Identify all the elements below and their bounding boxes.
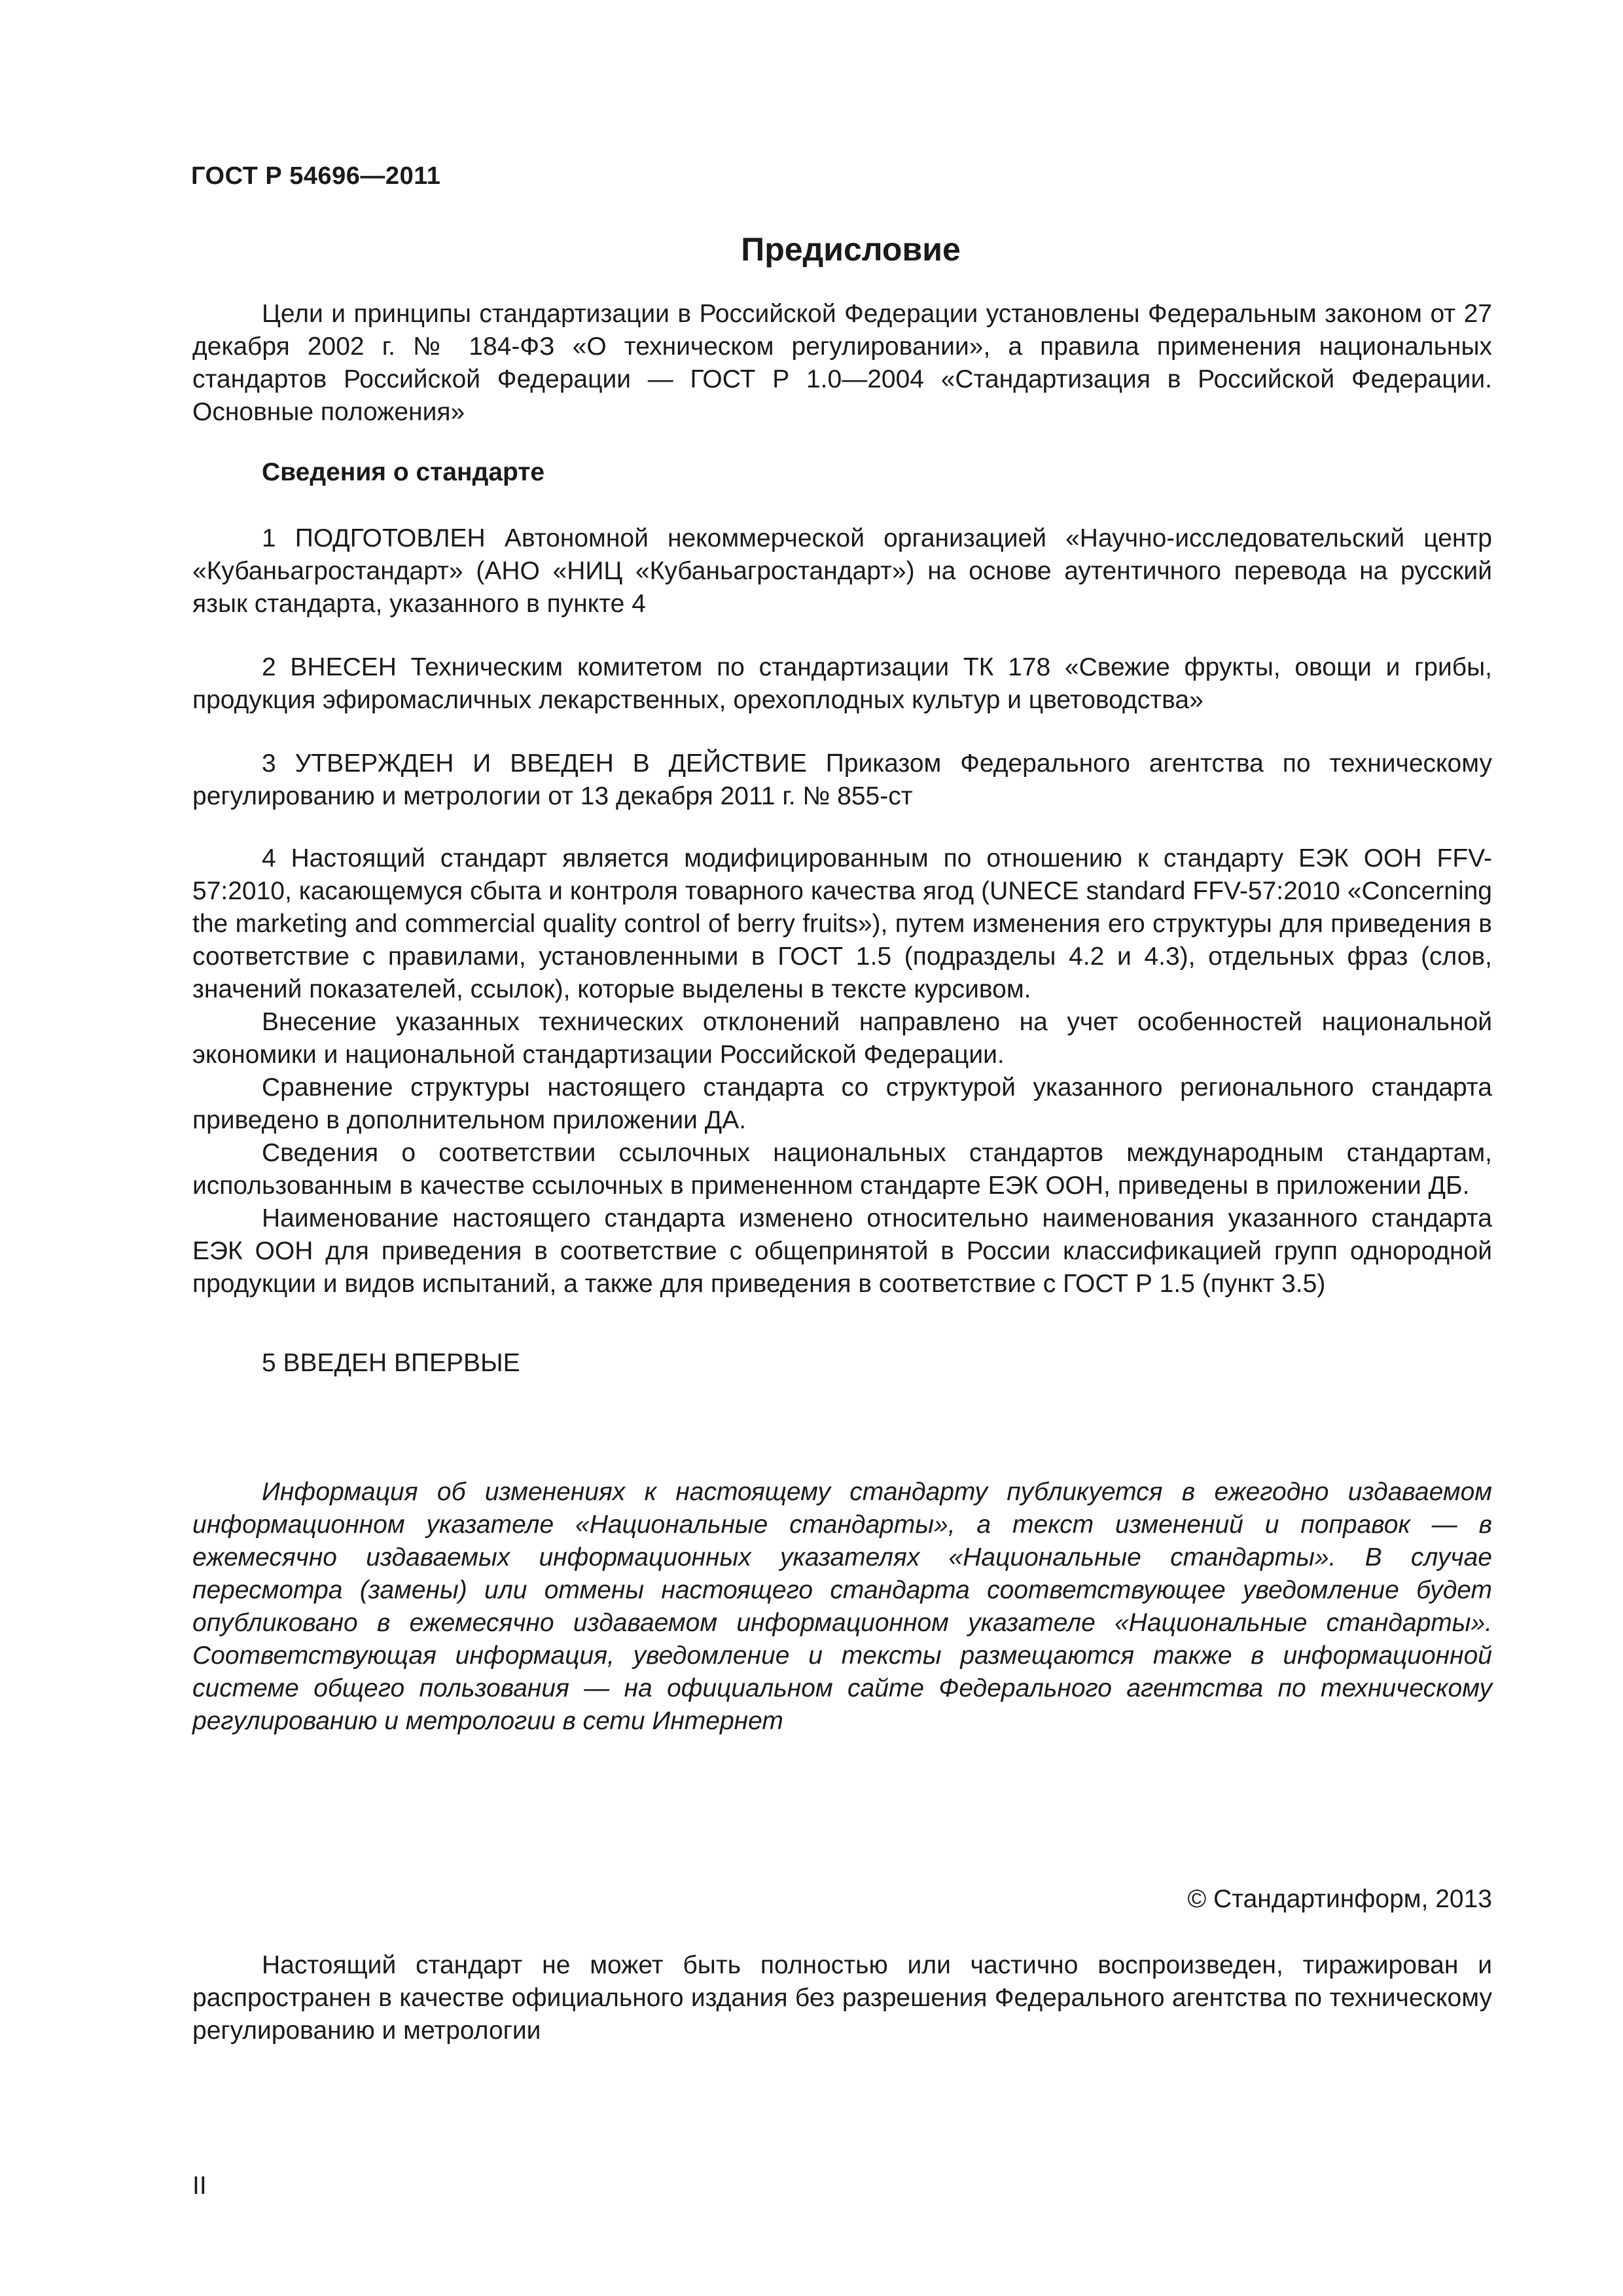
item-2-block bbox=[192, 651, 1492, 717]
intro-paragraph: Цели и принципы стандартизации в Российской Федерации установлены Федеральным законом от 27 декабря 2002 г. № 184-ФЗ «О техническом регулировании», а правила применения национальных стандартов Российской Федерации — ГОСТ Р 1.0—2004 «Стандартизация в Российской Федерации. Основные положения» bbox=[192, 300, 1492, 426]
item-4-block bbox=[192, 842, 1492, 1300]
notice-paragraph: Информация об изменениях к настоящему стандарту публикуется в ежегодно издаваемом информационном указателе «Национальные стандарты», а текст изменений и поправок — в ежемесячно издаваемых информационных указателях «Национальные стандарты». В случае пересмотра (замены) или отмены настоящего стандарта соответствующее уведомление будет опубликовано в ежемесячно издаваемом информационном указателе «Национальные стандарты». Соответствующая информация, уведомление и тексты размещаются также в информационной системе общего пользования — на официальном сайте Федерального агентства по техническому регулированию и метрологии в сети Интернет bbox=[192, 1478, 1492, 1735]
item-2-paragraph: 2 ВНЕСЕН Техническим комитетом по стандартизации ТК 178 «Свежие фрукты, овощи и грибы, продукция эфиромасличных лекарственных, орехоплодных культур и цветоводства» bbox=[192, 653, 1492, 714]
item-4-paragraph-2: Внесение указанных технических отклонений направлено на учет особенностей национальной экономики и национальной стандартизации Российской Федерации. bbox=[192, 1008, 1492, 1069]
notice-block bbox=[192, 1476, 1492, 1738]
page-title: Предисловие bbox=[741, 231, 961, 268]
copyright-line: © Стандартинформ, 2013 bbox=[1187, 1885, 1492, 1913]
item-3-block bbox=[192, 747, 1492, 813]
page-number: II bbox=[192, 2172, 207, 2200]
item-4-paragraph-1: 4 Настоящий стандарт является модифицированным по отношению к стандарту ЕЭК ООН FFV-57:2010, касающемуся сбыта и контроля товарного качества ягод (UNECE standard FFV-57:2010 «Concerning the marketing and commercial quality control of berry fruits»), путем изменения его структуры для приведения в соответствие с правилами, установленными в ГОСТ 1.5 (подразделы 4.2 и 4.3), отдельных фраз (слов, значений показателей, ссылок), которые выделены в тексте курсивом. bbox=[192, 844, 1492, 1003]
reproduction-paragraph: Настоящий стандарт не может быть полностью или частично воспроизведен, тиражирован и распространен в качестве официального издания без разрешения Федерального агентства по техническому регулированию и метрологии bbox=[192, 1951, 1492, 2045]
reproduction-block bbox=[192, 1949, 1492, 2047]
document-code: ГОСТ Р 54696—2011 bbox=[191, 162, 441, 190]
item-4-paragraph-4: Сведения о соответствии ссылочных национальных стандартов международным стандартам, использованным в качестве ссылочных в примененном стандарте ЕЭК ООН, приведены в приложении ДБ. bbox=[192, 1139, 1492, 1200]
item-5-paragraph: 5 ВВЕДЕН ВПЕРВЫЕ bbox=[262, 1349, 520, 1377]
intro-block bbox=[192, 298, 1492, 429]
item-3-paragraph: 3 УТВЕРЖДЕН И ВВЕДЕН В ДЕЙСТВИЕ Приказом Федерального агентства по техническому регулированию и метрологии от 13 декабря 2011 г. № 855-ст bbox=[192, 749, 1492, 810]
item-4-paragraph-5: Наименование настоящего стандарта изменено относительно наименования указанного стандарта ЕЭК ООН для приведения в соответствие с общепринятой в России классификацией групп однородной продукции и видов испытаний, а также для приведения в соответствие с ГОСТ Р 1.5 (пункт 3.5) bbox=[192, 1204, 1492, 1298]
section-heading: Сведения о стандарте bbox=[262, 458, 545, 486]
item-4-paragraph-3: Сравнение структуры настоящего стандарта со структурой указанного регионального стандарта приведено в дополнительном приложении ДА. bbox=[192, 1073, 1492, 1134]
item-1-block bbox=[192, 522, 1492, 620]
item-1-paragraph: 1 ПОДГОТОВЛЕН Автономной некоммерческой организацией «Научно-исследовательский центр «Кубаньагростандарт» (АНО «НИЦ «Кубаньагростандарт») на основе аутентичного перевода на русский язык стандарта, указанного в пункте 4 bbox=[192, 524, 1492, 618]
item-5-block bbox=[192, 1347, 1492, 1380]
